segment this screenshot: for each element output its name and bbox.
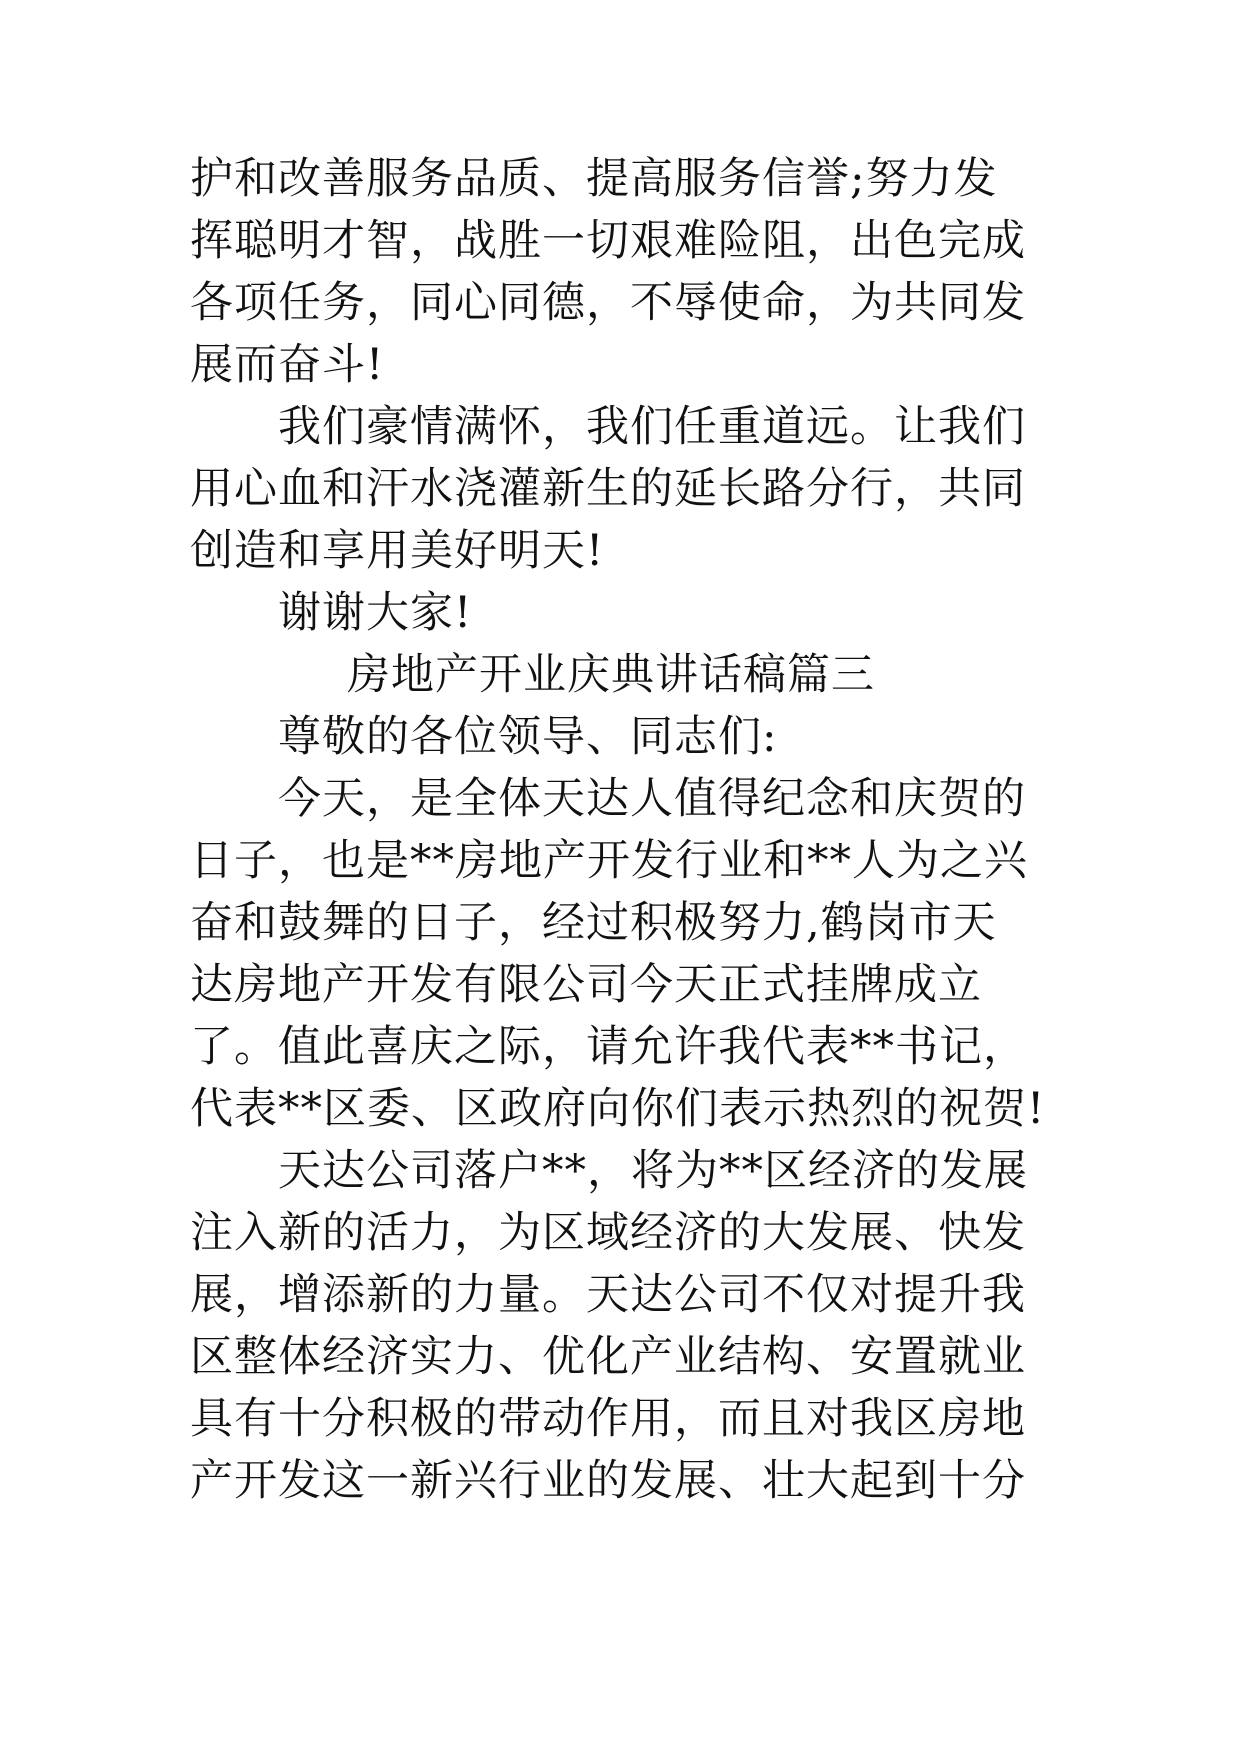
body-line: 各项任务，同心同德，不辱使命，为共同发 — [190, 278, 1026, 328]
body-line: 达房地产开发有限公司今天正式挂牌成立 — [190, 960, 982, 1010]
paragraph-first-line: 天达公司落户**，将为**区经济的发展 — [278, 1146, 1028, 1196]
body-line: 奋和鼓舞的日子，经过积极努力,鹤岗市天 — [190, 898, 997, 948]
body-line: 展而奋斗! — [190, 340, 385, 390]
body-line: 创造和享用美好明天! — [190, 526, 605, 576]
body-line: 注入新的活力，为区域经济的大发展、快发 — [190, 1208, 1026, 1258]
body-line: 展，增添新的力量。天达公司不仅对提升我 — [190, 1270, 1026, 1320]
body-line: 代表**区委、区政府向你们表示热烈的祝贺! — [190, 1084, 1046, 1134]
section-heading: 房地产开业庆典讲话稿篇三 — [347, 650, 875, 700]
paragraph-first-line: 我们豪情满怀，我们任重道远。让我们 — [278, 402, 1026, 452]
body-line: 护和改善服务品质、提高服务信誉;努力发 — [190, 154, 998, 204]
paragraph-first-line: 今天，是全体天达人值得纪念和庆贺的 — [278, 774, 1026, 824]
body-line: 具有十分积极的带动作用，而且对我区房地 — [190, 1394, 1026, 1444]
body-line: 挥聪明才智，战胜一切艰难险阻，出色完成 — [190, 216, 1026, 266]
body-line: 用心血和汗水浇灌新生的延长路分行，共同 — [190, 464, 1026, 514]
body-line: 区整体经济实力、优化产业结构、安置就业 — [190, 1332, 1026, 1382]
body-line: 日子，也是**房地产开发行业和**人为之兴 — [190, 836, 1028, 886]
body-line: 了。值此喜庆之际，请允许我代表**书记， — [190, 1022, 1027, 1072]
document-body — [190, 148, 1060, 1512]
body-line: 产开发这一新兴行业的发展、壮大起到十分 — [190, 1456, 1026, 1506]
salutation: 尊敬的各位领导、同志们: — [278, 712, 778, 762]
closing-thanks: 谢谢大家! — [278, 588, 473, 638]
